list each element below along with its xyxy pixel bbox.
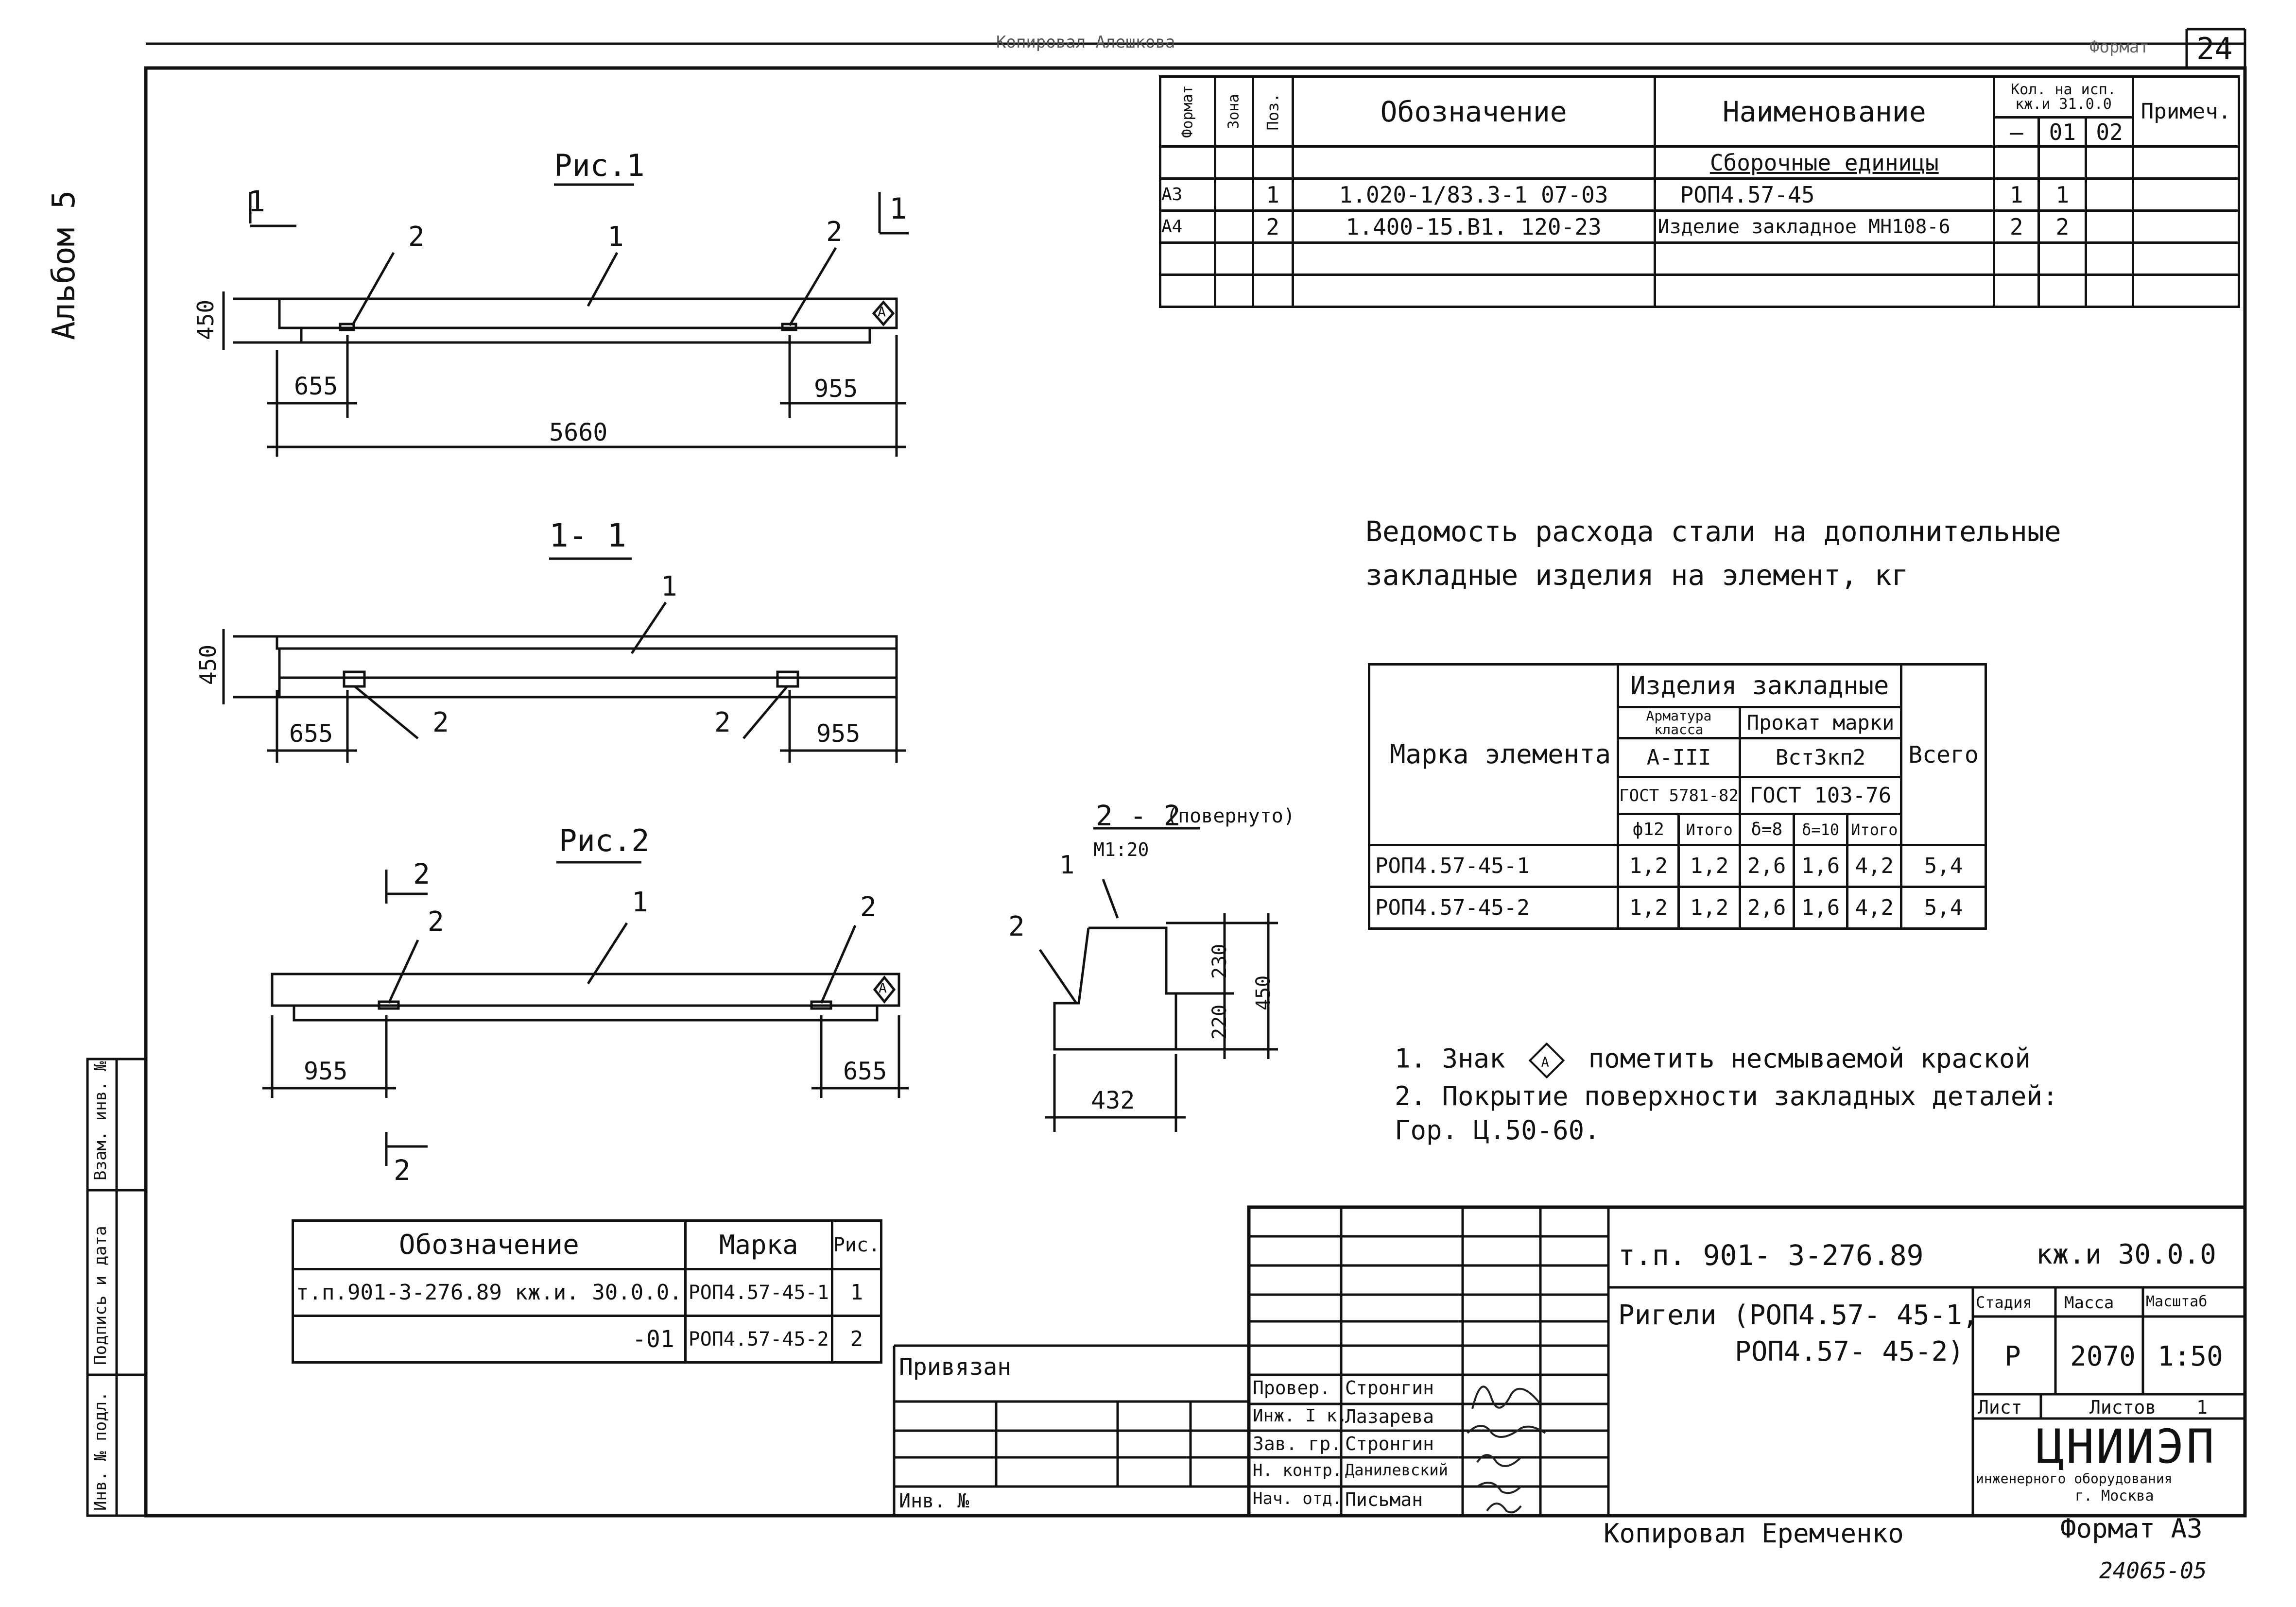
fig1-sign: А <box>878 304 886 320</box>
steel-r1-v2: 2,6 <box>1740 887 1794 929</box>
steel-r0-v1: 1,2 <box>1679 845 1740 887</box>
format-label: Формат А3 <box>2060 1513 2203 1544</box>
steel-h-rolled-mark: Прокат марки <box>1740 707 1901 738</box>
stage-value: Р <box>2004 1341 2021 1372</box>
side-stamp-vzam-inv: Взам. инв. № <box>91 1061 110 1180</box>
name-1: Лазарева <box>1345 1406 1434 1427</box>
fig1-section-mark-left: 1 <box>248 185 266 219</box>
org-sub2: г. Москва <box>2075 1487 2154 1504</box>
steel-h-col2: δ=8 <box>1740 814 1794 845</box>
sheet-number: 24 <box>2196 31 2233 67</box>
fig1-dim-left: 655 <box>294 372 338 400</box>
item-name-line1: Ригели (РОП4.57- 45-1, <box>1618 1299 1979 1331</box>
sec11-pos-2b: 2 <box>714 707 731 738</box>
fig1-dim-right: 955 <box>814 375 858 403</box>
fig2-section-mark-top: 2 <box>413 857 430 890</box>
spec-table <box>1159 75 2240 308</box>
steel-h-total: Всего <box>1901 665 1986 845</box>
steel-r0-v3: 1,6 <box>1794 845 1847 887</box>
steel-h-embedded: Изделия закладные <box>1618 665 1901 707</box>
spec-r1-q2 <box>2086 211 2133 243</box>
fig2-pos-2a: 2 <box>428 906 444 938</box>
steel-r1-v4: 4,2 <box>1847 887 1901 929</box>
org-sub1: инженерного оборудования <box>1976 1470 2173 1487</box>
fig2-pos-1: 1 <box>632 887 648 918</box>
side-stamp-inv-podl: Инв. № подл. <box>91 1391 110 1511</box>
scale-header: Масштаб <box>2146 1293 2208 1310</box>
fig2-sign: А <box>879 980 887 996</box>
spec-r0-note <box>2133 179 2239 211</box>
steel-h-rebar-gost: ГОСТ 5781-82 <box>1618 777 1740 814</box>
sec22-title-note: (повернуто) <box>1166 805 1295 827</box>
fig1-height: 450 <box>192 299 219 340</box>
sec11-pos-1: 1 <box>661 571 677 602</box>
steel-h-col3: δ=10 <box>1794 814 1847 845</box>
spec-r1-pos: 2 <box>1253 211 1293 243</box>
variant-r0-mark: РОП4.57-45-1 <box>685 1269 832 1316</box>
stage-header: Стадия <box>1976 1293 2032 1312</box>
top-copied-stamp: Копировал Алешкова <box>996 33 1175 52</box>
steel-r0-v0: 1,2 <box>1618 845 1679 887</box>
fig2-beam-outline <box>262 857 909 1166</box>
top-format-label: Формат <box>2089 37 2149 57</box>
steel-h-rolled-grade: Вст3кп2 <box>1740 738 1901 777</box>
fig1-section-mark-right: 1 <box>889 192 907 226</box>
spec-h-name: Наименование <box>1655 77 1994 147</box>
role-2: Зав. гр. <box>1253 1433 1342 1454</box>
table-row <box>1160 211 2239 243</box>
fig1-pos-2b: 2 <box>826 216 843 248</box>
steel-h-rebar-grade: А-III <box>1618 738 1740 777</box>
fig2-title: Рис.2 <box>559 823 650 858</box>
spec-h-qty-doc: кж.и 31.0.0 <box>2015 95 2112 113</box>
binding-inv: Инв. № <box>899 1490 969 1512</box>
signatures <box>1467 1386 1545 1512</box>
spec-r0-name: РОП4.57-45 <box>1655 179 1994 211</box>
sec11-title: 1- 1 <box>549 517 626 554</box>
steel-r0-total: 5,4 <box>1901 845 1986 887</box>
sheet-header: Лист <box>1978 1397 2022 1418</box>
steel-title-line1: Ведомость расхода стали на дополнительные <box>1365 515 2061 548</box>
spec-section-title: Сборочные единицы <box>1655 147 1994 179</box>
variant-r1-fig: 2 <box>832 1316 881 1363</box>
steel-table <box>1368 663 1987 930</box>
spec-r0-format: А3 <box>1160 179 1215 211</box>
spec-r1-q0: 2 <box>1994 211 2039 243</box>
sec22-width: 432 <box>1091 1086 1135 1114</box>
sec11-height: 450 <box>195 644 221 685</box>
sec22-scale: М1:20 <box>1093 839 1149 860</box>
spec-r0-pos: 1 <box>1253 179 1293 211</box>
variant-h-mark: Марка <box>685 1221 832 1269</box>
steel-h-mark: Марка элемента <box>1369 665 1618 845</box>
steel-title-line2: закладные изделия на элемент, кг <box>1365 559 1909 592</box>
side-stamp-signature-date: Подпись и дата <box>91 1226 110 1365</box>
note-2-line1: 2. Покрытие поверхности закладных деталей: <box>1395 1081 2058 1111</box>
spec-r1-format: А4 <box>1160 211 1215 243</box>
role-1: Инж. I к. <box>1253 1406 1348 1426</box>
variant-r1-designation: -01 <box>293 1316 686 1363</box>
org-name: ЦНИИЭП <box>2036 1419 2216 1474</box>
fig2-dim-left: 955 <box>304 1057 348 1085</box>
spec-r1-zone <box>1215 211 1253 243</box>
spec-h-q2: 02 <box>2086 118 2133 147</box>
steel-r0-v4: 4,2 <box>1847 845 1901 887</box>
fig2-pos-2b: 2 <box>860 891 877 923</box>
spec-h-pos: Поз. <box>1263 92 1282 131</box>
steel-h-rolled-gost: ГОСТ 103-76 <box>1740 777 1901 814</box>
fig1-pos-1: 1 <box>607 221 624 253</box>
mass-value: 2070 <box>2070 1341 2136 1372</box>
steel-h-rebar-class: Арматура класса <box>1618 707 1740 738</box>
sec22-title: 2 - 2 <box>1096 799 1181 832</box>
name-2: Стронгин <box>1345 1433 1434 1454</box>
steel-h-col4: Итого <box>1847 814 1901 845</box>
steel-r0-mark: РОП4.57-45-1 <box>1369 845 1618 887</box>
steel-h-col0: ф12 <box>1618 814 1679 845</box>
spec-r1-name: Изделие закладное МН108-6 <box>1655 211 1994 243</box>
variant-table <box>292 1219 882 1364</box>
name-3: Данилевский <box>1345 1461 1448 1479</box>
fig1-pos-2a: 2 <box>408 221 425 253</box>
spec-r0-q1: 1 <box>2039 179 2086 211</box>
fig1-length: 5660 <box>549 418 608 446</box>
spec-h-note: Примеч. <box>2133 77 2239 147</box>
table-row <box>293 1316 881 1363</box>
sec22-pos-2: 2 <box>1008 911 1025 942</box>
name-4: Письман <box>1345 1489 1423 1510</box>
spec-r0-q2 <box>2086 179 2133 211</box>
sheets-header: Листов <box>2089 1397 2157 1418</box>
steel-r1-total: 5,4 <box>1901 887 1986 929</box>
name-0: Стронгин <box>1345 1377 1434 1399</box>
copied-by: Копировал Еремченко <box>1604 1518 1904 1549</box>
doc-code: кж.и 30.0.0 <box>2036 1239 2216 1270</box>
steel-r1-v1: 1,2 <box>1679 887 1740 929</box>
variant-r0-designation: т.п.901-3-276.89 кж.и. 30.0.0. <box>293 1269 686 1316</box>
steel-r0-v2: 2,6 <box>1740 845 1794 887</box>
role-3: Н. контр. <box>1253 1461 1343 1480</box>
sec22-dim-top: 230 <box>1208 943 1231 979</box>
fig1-title: Рис.1 <box>554 148 645 183</box>
album-label: Альбом 5 <box>46 190 82 340</box>
variant-h-designation: Обозначение <box>293 1221 686 1269</box>
sec22-pos-1: 1 <box>1059 851 1075 880</box>
variant-r1-mark: РОП4.57-45-2 <box>685 1316 832 1363</box>
sec22-outline <box>1040 828 1278 1132</box>
spec-r1-q1: 2 <box>2039 211 2086 243</box>
scale-value: 1:50 <box>2158 1341 2223 1372</box>
spec-h-designation: Обозначение <box>1293 77 1655 147</box>
item-name-line2: РОП4.57- 45-2) <box>1735 1336 1965 1368</box>
note-1-sign: А <box>1529 1043 1565 1079</box>
variant-h-fig: Рис. <box>832 1221 881 1269</box>
sheets-value: 1 <box>2196 1397 2208 1418</box>
project-number: т.п. 901- 3-276.89 <box>1618 1239 1924 1272</box>
table-row <box>293 1269 881 1316</box>
spec-h-format: Формат <box>1179 85 1196 138</box>
spec-r1-note <box>2133 211 2239 243</box>
steel-h-col1: Итого <box>1679 814 1740 845</box>
note-1 <box>1395 1044 2031 1077</box>
fig2-section-mark-bottom: 2 <box>394 1154 411 1187</box>
note-1-start: 1. Знак <box>1395 1043 1505 1074</box>
sec11-pos-2a: 2 <box>432 707 449 738</box>
steel-r1-mark: РОП4.57-45-2 <box>1369 887 1618 929</box>
fig1-beam-outline <box>224 185 909 457</box>
note-1-end: пометить несмываемой краской <box>1588 1043 2031 1074</box>
variant-r0-fig: 1 <box>832 1269 881 1316</box>
sec11-dim-left: 655 <box>289 719 333 748</box>
fig2-dim-right: 655 <box>843 1057 887 1085</box>
spec-h-q1: 01 <box>2039 118 2086 147</box>
spec-h-q0: – <box>1994 118 2039 147</box>
table-row <box>1369 887 1986 929</box>
table-row <box>1369 845 1986 887</box>
spec-r0-designation: 1.020-1/83.3-1 07-03 <box>1293 179 1655 211</box>
note-2-line2: Гор. Ц.50-60. <box>1395 1115 1600 1145</box>
binding-title: Привязан <box>899 1353 1012 1381</box>
mass-header: Масса <box>2064 1293 2114 1313</box>
steel-r1-v3: 1,6 <box>1794 887 1847 929</box>
sec22-dim-bottom: 220 <box>1208 1004 1231 1040</box>
role-4: Нач. отд. <box>1253 1489 1343 1508</box>
spec-h-zone: Зона <box>1226 94 1243 129</box>
spec-r0-zone <box>1215 179 1253 211</box>
sec22-dim-total: 450 <box>1252 975 1275 1010</box>
steel-r1-v0: 1,2 <box>1618 887 1679 929</box>
spec-r1-designation: 1.400-15.В1. 120-23 <box>1293 211 1655 243</box>
spec-h-qty: Кол. на исп. <box>2011 81 2116 98</box>
archive-number: 24065-05 <box>2099 1557 2207 1584</box>
role-0: Провер. <box>1253 1377 1331 1399</box>
table-row <box>1160 179 2239 211</box>
sec11-dim-right: 955 <box>816 719 861 748</box>
spec-r0-q0: 1 <box>1994 179 2039 211</box>
